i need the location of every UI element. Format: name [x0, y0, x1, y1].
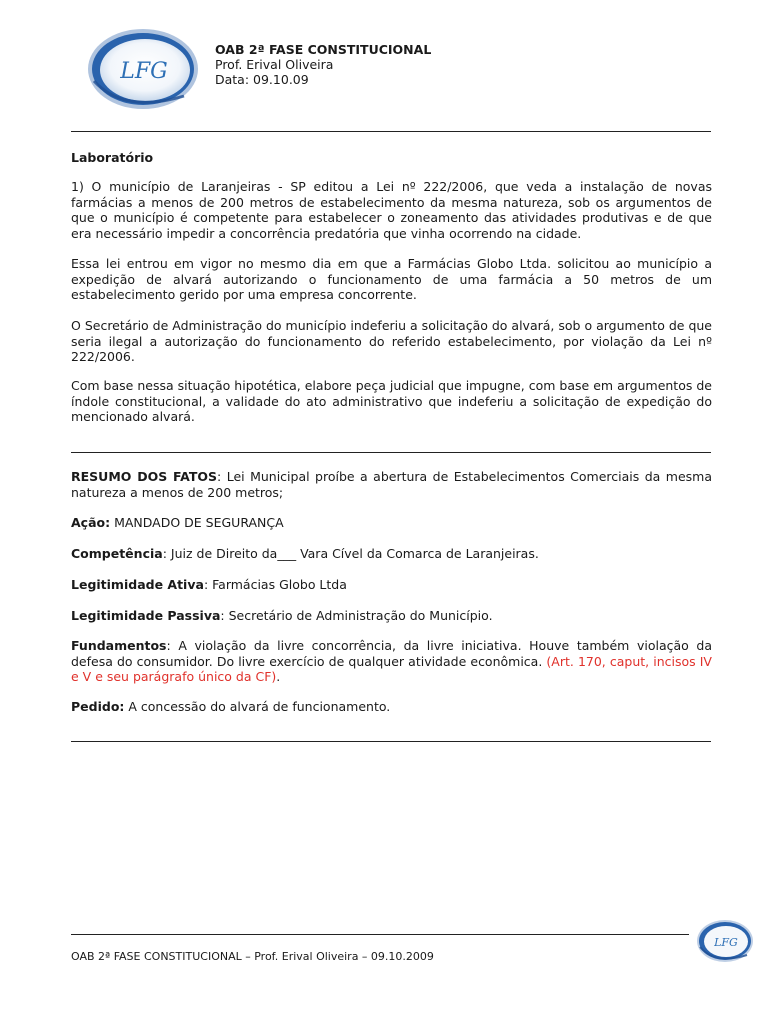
question-divider: [71, 452, 711, 453]
question-paragraph-3: O Secretário de Administração do município indeferiu a solicitação do alvará, sob o argumento de que seria ilegal a autorização do funcionamento do referido estabelecimento, por violação da Lei nº 222/2006.: [71, 318, 712, 364]
acao-line: [71, 515, 712, 531]
fundamentos-text: : A violação da livre concorrência, da livre iniciativa. Houve também violação da defesa do consumidor. Do livre exercício de qualquer atividade econômica.: [71, 638, 712, 669]
fundamentos-end: .: [276, 669, 281, 684]
header-title: OAB 2ª FASE CONSTITUCIONAL: [215, 42, 432, 57]
acao-text: MANDADO DE SEGURANÇA: [110, 515, 284, 530]
resumo-text: : Lei Municipal proíbe a abertura de Estabelecimentos Comerciais da mesma natureza a menos de 200 metros;: [71, 469, 712, 500]
footer-text: OAB 2ª FASE CONSTITUCIONAL – Prof. Erival Oliveira – 09.10.2009: [71, 950, 434, 963]
footer-divider: [71, 934, 689, 935]
header-date: Data: 09.10.09: [215, 72, 309, 87]
footer-lfg-logo: [695, 918, 755, 964]
constitution-reference: (Art. 170, caput, incisos IV e V e seu parágrafo único da CF): [71, 653, 712, 684]
legitimidade-ativa-label: Legitimidade Ativa: [71, 577, 204, 592]
question-paragraph-4: Com base nessa situação hipotética, elabore peça judicial que impugne, com base em argumentos de índole constitucional, a validade do ato administrativo que indeferiu a solicitação de expedição do mencionado alvará.: [71, 378, 712, 424]
pedido-label: Pedido:: [71, 699, 125, 714]
lfg-logo-text: LFG: [120, 59, 168, 84]
document-header: [215, 42, 431, 87]
acao-label: Ação:: [71, 515, 111, 530]
lfg-logo: [84, 26, 202, 112]
competencia-text: : Juiz de Direito da___ Vara Cível da Comarca de Laranjeiras.: [162, 546, 539, 561]
legitimidade-passiva-label: Legitimidade Passiva: [71, 608, 221, 623]
legitimidade-passiva-text: : Secretário de Administração do Município.: [220, 608, 493, 623]
fundamentos-label: Fundamentos: [71, 638, 167, 653]
answer-divider: [71, 741, 711, 742]
question-paragraph-1: 1) O município de Laranjeiras - SP editou a Lei nº 222/2006, que veda a instalação de novas farmácias a menos de 200 metros de estabelecimento da mesma natureza, sob os argumentos de que o município é competente para estabelecer o zoneamento das atividades produtivas e de que era necessário impedir a concorrência predatória que vinha ocorrendo na cidade.: [71, 179, 712, 241]
legitimidade-ativa-line: [71, 577, 712, 593]
legitimidade-passiva-line: [71, 608, 712, 624]
fundamentos-paragraph: [71, 638, 712, 685]
header-professor: Prof. Erival Oliveira: [215, 57, 334, 72]
resumo-label: RESUMO DOS FATOS: [71, 469, 218, 484]
resumo-dos-fatos: [71, 469, 712, 500]
competencia-label: Competência: [71, 546, 163, 561]
competencia-line: [71, 546, 712, 562]
footer-logo-text: LFG: [714, 936, 738, 949]
header-divider: [71, 131, 711, 132]
question-paragraph-2: Essa lei entrou em vigor no mesmo dia em que a Farmácias Globo Ltda. solicitou ao município a expedição de alvará autorizando o funcionamento de uma farmácia a 50 metros de um estabelecimento gerido por uma empresa concorrente.: [71, 256, 712, 302]
legitimidade-ativa-text: : Farmácias Globo Ltda: [203, 577, 347, 592]
pedido-line: [71, 699, 712, 715]
pedido-text: A concessão do alvará de funcionamento.: [124, 699, 391, 714]
section-title: Laboratório: [71, 150, 154, 165]
